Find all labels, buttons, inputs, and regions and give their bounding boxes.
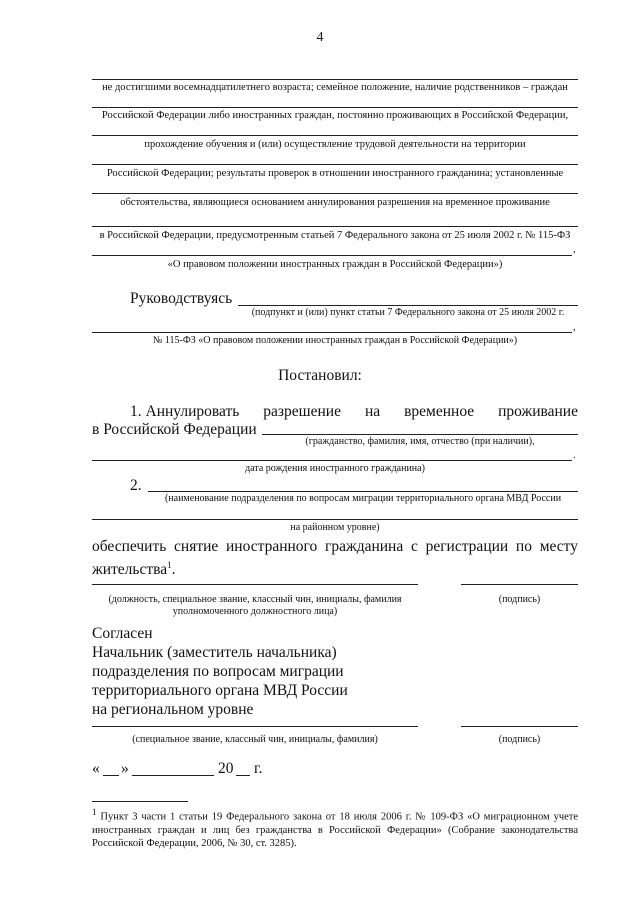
guided-comma: , <box>573 322 576 333</box>
basis-line-3: прохождение обучения и (или) осуществление трудовой деятельности на территории <box>144 139 526 150</box>
footnote-marker: 1 <box>92 807 97 817</box>
item2-word: регистрации <box>425 538 509 555</box>
agreed-position-hint: (специальное звание, классный чин, инициалы, фамилия) <box>132 734 378 745</box>
item1-fill-line-2 <box>92 460 572 461</box>
item1-word: разрешение <box>263 403 341 420</box>
fill-line <box>92 135 578 136</box>
item1-line1 <box>130 402 578 421</box>
agreed-line-1: Согласен <box>92 625 153 642</box>
agreed-line-5: на региональном уровне <box>92 701 254 718</box>
basis-line-7: «О правовом положении иностранных граждан в Российской Федерации») <box>167 259 503 270</box>
item2-text-line1 <box>92 537 578 556</box>
date-year-suffix: г. <box>254 760 263 777</box>
agreed-sign-hint: (подпись) <box>498 734 541 745</box>
guided-fill-line <box>238 305 578 306</box>
item2-text-line2 <box>92 556 175 579</box>
item1-period: . <box>573 450 576 461</box>
fill-line <box>92 193 578 194</box>
item2-fill-line <box>148 491 578 492</box>
signature1-position-hint-1: (должность, специальное звание, классный чин, инициалы, фамилия <box>108 594 402 605</box>
item2-word: иностранного <box>226 538 318 555</box>
footnote <box>92 806 578 850</box>
date-year-prefix: 20 <box>218 760 234 777</box>
fill-line <box>92 255 572 256</box>
agreed-sign-line <box>461 726 578 727</box>
item2-text-period: . <box>171 561 176 579</box>
item1-line2: в Российской Федерации <box>92 421 257 438</box>
page-number: 4 <box>316 30 324 45</box>
footnote-reference[interactable]: 1 <box>167 560 172 570</box>
fill-line <box>92 79 578 80</box>
basis-line-5: обстоятельства, являющиеся основанием аннулирования разрешения на временное проживание <box>120 197 550 208</box>
signature1-position-hint-2: уполномоченного должностного лица) <box>172 606 338 617</box>
date-open-quote: « <box>92 760 100 777</box>
item2-word: по <box>515 538 532 555</box>
item2-word: снятие <box>174 538 219 555</box>
signature1-sign-hint: (подпись) <box>498 594 541 605</box>
date-close-quote: » <box>121 760 129 777</box>
item2-word: с <box>410 538 418 555</box>
basis-line-1: не достигшими восемнадцатилетнего возраста; семейное положение, наличие родственников – граждан <box>102 82 568 93</box>
item2-text-word: жительства <box>92 561 168 579</box>
item2-word: обеспечить <box>92 538 167 555</box>
agreed-position-line <box>92 726 418 727</box>
item1-fill-line <box>262 434 578 435</box>
fill-line <box>92 164 578 165</box>
signature1-position-line <box>92 584 418 585</box>
item2-word: месту <box>539 538 578 555</box>
date-month-line <box>132 775 214 776</box>
guided-hint-1: (подпункт и (или) пункт статьи 7 Федерального закона от 25 июля 2002 г. <box>251 307 565 318</box>
guided-fill-line-2 <box>92 332 572 333</box>
fill-line <box>92 107 578 108</box>
item1-hint-2: дата рождения иностранного гражданина) <box>245 463 425 474</box>
basis-line-2: Российской Федерации либо иностранных граждан, постоянно проживающих в Российской Федерации, <box>101 110 569 121</box>
item2-fill-line-2 <box>92 519 578 520</box>
guided-label: Руководствуясь <box>130 290 233 307</box>
date-year-line <box>236 775 250 776</box>
agreed-line-4: территориального органа МВД России <box>92 682 348 699</box>
basis-line-6: в Российской Федерации, предусмотренным статьей 7 Федерального закона от 25 июля 2002 г. № 115-ФЗ <box>99 230 571 241</box>
item2-hint-1: (наименование подразделения по вопросам миграции территориального органа МВД России <box>164 493 562 504</box>
item1-word: временное <box>404 403 475 420</box>
basis-line-4: Российской Федерации; результаты проверок в отношении иностранного гражданина; установленные <box>106 168 564 179</box>
basis-comma: , <box>573 244 576 255</box>
footnote-text: Пункт 3 части 1 статьи 19 Федерального закона от 18 июля 2006 г. № 109-ФЗ «О миграционном учете иностранных граждан и лиц без гражданства в Российской Федерации» (Собрание законодательства Российской Федерации, 2006, № 30, ст. 3285). <box>92 811 579 849</box>
date-day-line <box>103 775 119 776</box>
footnote-separator <box>92 801 188 802</box>
fill-line <box>92 226 578 227</box>
item2-number: 2. <box>130 477 142 494</box>
item1-word: проживание <box>498 403 578 420</box>
item2-word: гражданина <box>325 538 404 555</box>
agreed-line-3: подразделения по вопросам миграции <box>92 663 344 680</box>
decree-heading: Постановил: <box>278 367 362 384</box>
item1-word: 1. Аннулировать <box>130 403 240 420</box>
item1-hint-1: (гражданство, фамилия, имя, отчество (при наличии), <box>305 436 535 447</box>
signature1-sign-line <box>461 584 578 585</box>
agreed-line-2: Начальник (заместитель начальника) <box>92 644 337 661</box>
guided-hint-2: № 115-ФЗ «О правовом положении иностранных граждан в Российской Федерации») <box>152 335 518 346</box>
item1-word: на <box>364 403 381 420</box>
item2-hint-2: на районном уровне) <box>290 522 380 533</box>
